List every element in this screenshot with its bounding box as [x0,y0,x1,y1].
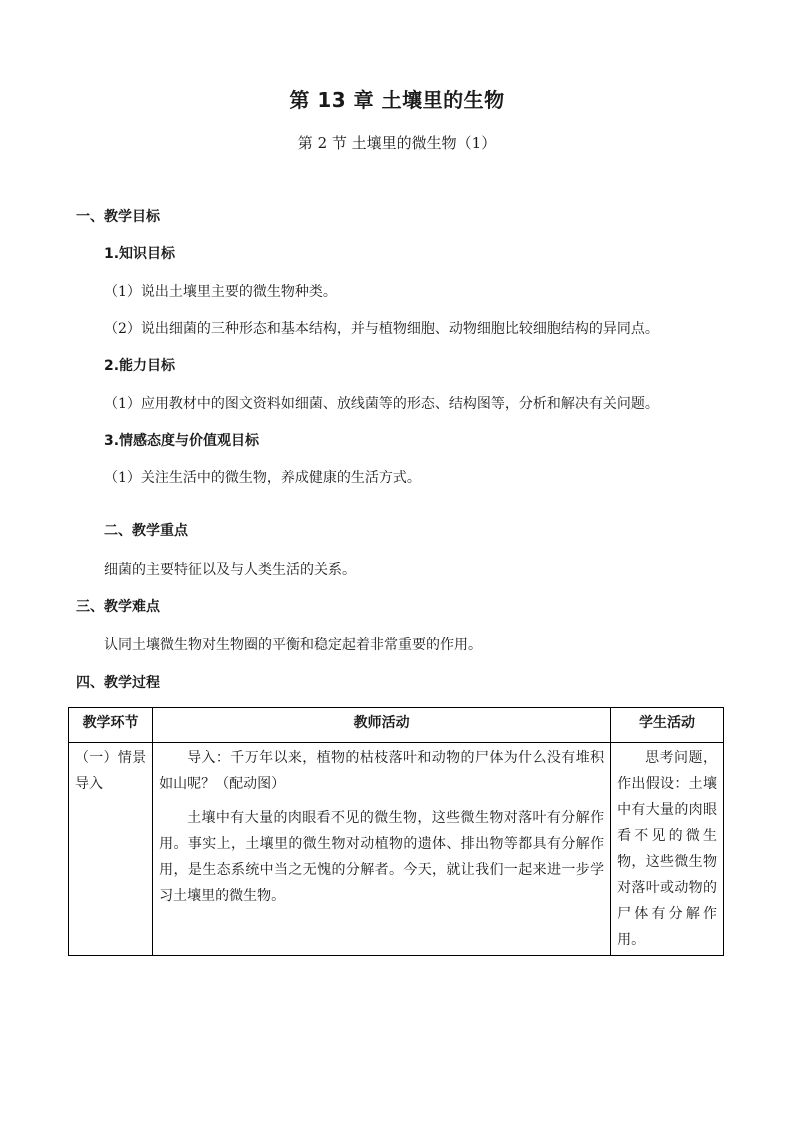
knowledge-goal-item: （1）说出土壤里主要的微生物种类。 [104,284,337,300]
table-header-row [69,708,724,743]
header-student-activity: 学生活动 [611,708,724,743]
key-points-text: 细菌的主要特征以及与人类生活的关系。 [104,562,356,578]
teacher-activity-cell [153,743,611,956]
difficulties-text: 认同土壤微生物对生物圈的平衡和稳定起着非常重要的作用。 [104,637,482,653]
knowledge-goal-item: （2）说出细菌的三种形态和基本结构，并与植物细胞、动物细胞比较细胞结构的异同点。 [104,321,659,337]
ability-goals-heading: 2.能力目标 [104,358,176,374]
ability-goal-item: （1）应用教材中的图文资料如细菌、放线菌等的形态、结构图等，分析和解决有关问题。 [104,396,659,412]
chapter-title: 第 13 章 土壤里的生物 [289,88,505,112]
goals-heading: 一、教学目标 [76,209,160,225]
section-subtitle: 第 2 节 土壤里的微生物（1） [297,134,497,152]
stage-cell: （一）情景导入 [69,743,153,956]
table-row [69,743,724,956]
attitude-goals-heading: 3.情感态度与价值观目标 [104,433,260,449]
student-activity-cell: 思考问题，作出假设：土壤中有大量的肉眼看不见的微生物，这些微生物对落叶或动物的尸体有分解作用。 [611,743,724,956]
key-points-heading: 二、教学重点 [104,523,188,539]
teacher-paragraph: 导入：千万年以来，植物的枯枝落叶和动物的尸体为什么没有堆积如山呢？（配动图） [159,750,605,792]
attitude-goal-item: （1）关注生活中的微生物，养成健康的生活方式。 [104,470,421,486]
lesson-process-table [68,707,724,956]
header-teacher-activity: 教师活动 [153,708,611,743]
process-heading: 四、教学过程 [76,675,160,691]
knowledge-goals-heading: 1.知识目标 [104,246,176,262]
header-stage: 教学环节 [69,708,153,743]
difficulties-heading: 三、教学难点 [76,599,160,615]
teacher-paragraph: 土壤中有大量的肉眼看不见的微生物，这些微生物对落叶有分解作用。事实上，土壤里的微生物对动植物的遗体、排出物等都具有分解作用，是生态系统中当之无愧的分解者。今天，就让我们一起来进一步学习土壤里的微生物。 [159,810,605,904]
